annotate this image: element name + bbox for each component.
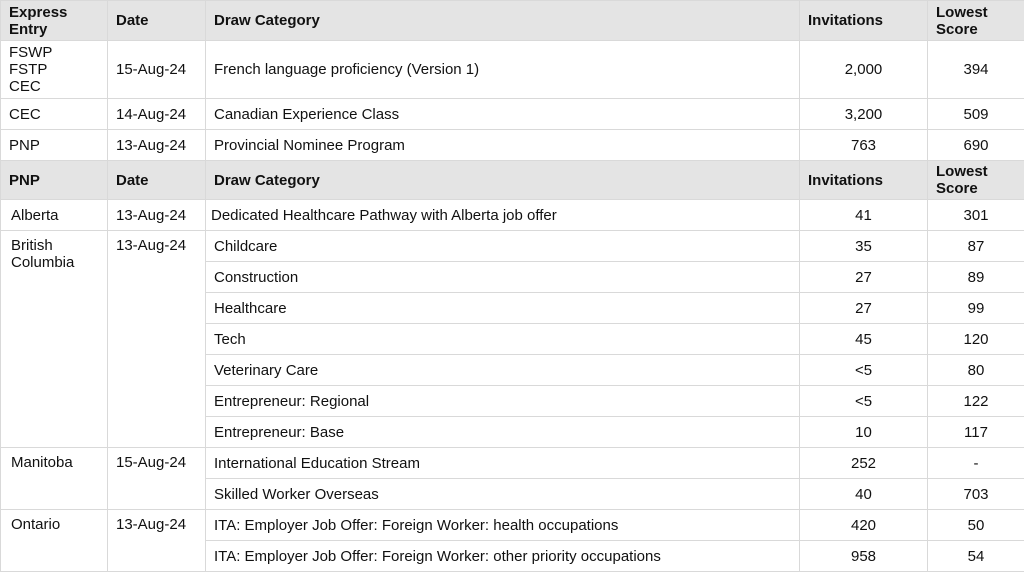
- header-date: Date: [108, 1, 206, 41]
- score-cell: 122: [928, 386, 1024, 417]
- invitations-cell: 35: [800, 231, 928, 262]
- invitations-cell: 27: [800, 262, 928, 293]
- date-cell: 14-Aug-24: [108, 99, 206, 130]
- province-cell: Alberta: [1, 200, 108, 231]
- program-cell: FSWP FSTP CEC: [1, 41, 108, 99]
- header-category: Draw Category: [206, 161, 800, 200]
- invitations-cell: 41: [800, 200, 928, 231]
- score-cell: 690: [928, 130, 1024, 161]
- category-cell: ITA: Employer Job Offer: Foreign Worker: health occupations: [206, 510, 800, 541]
- invitations-cell: 3,200: [800, 99, 928, 130]
- date-cell: 13-Aug-24: [108, 231, 206, 448]
- table-row: [1, 130, 1024, 161]
- category-cell: Entrepreneur: Base: [206, 417, 800, 448]
- header-program: Express Entry: [1, 1, 108, 41]
- province-cell: Manitoba: [1, 448, 108, 510]
- category-cell: Veterinary Care: [206, 355, 800, 386]
- invitations-cell: 27: [800, 293, 928, 324]
- table-row: [1, 510, 1024, 541]
- header-invitations: Invitations: [800, 1, 928, 41]
- invitations-cell: <5: [800, 355, 928, 386]
- invitations-cell: 420: [800, 510, 928, 541]
- table-row: [1, 231, 1024, 262]
- table-row: [1, 448, 1024, 479]
- score-cell: 394: [928, 41, 1024, 99]
- province-cell: British Columbia: [1, 231, 108, 448]
- score-cell: 99: [928, 293, 1024, 324]
- header-date: Date: [108, 161, 206, 200]
- header-category: Draw Category: [206, 1, 800, 41]
- program-cell: CEC: [1, 99, 108, 130]
- score-cell: 50: [928, 510, 1024, 541]
- table-row: [1, 99, 1024, 130]
- category-cell: Construction: [206, 262, 800, 293]
- pnp-header-row: [1, 161, 1024, 200]
- date-cell: 15-Aug-24: [108, 448, 206, 510]
- score-cell: 87: [928, 231, 1024, 262]
- category-cell: International Education Stream: [206, 448, 800, 479]
- category-cell: Canadian Experience Class: [206, 99, 800, 130]
- invitations-cell: <5: [800, 386, 928, 417]
- table-row: [1, 200, 1024, 231]
- score-cell: 89: [928, 262, 1024, 293]
- table-row: [1, 41, 1024, 99]
- score-cell: 54: [928, 541, 1024, 572]
- score-cell: 117: [928, 417, 1024, 448]
- invitations-cell: 763: [800, 130, 928, 161]
- category-cell: Tech: [206, 324, 800, 355]
- score-cell: 80: [928, 355, 1024, 386]
- header-program: PNP: [1, 161, 108, 200]
- category-cell: Entrepreneur: Regional: [206, 386, 800, 417]
- invitations-cell: 958: [800, 541, 928, 572]
- score-cell: 301: [928, 200, 1024, 231]
- date-cell: 13-Aug-24: [108, 130, 206, 161]
- score-cell: 703: [928, 479, 1024, 510]
- category-cell: ITA: Employer Job Offer: Foreign Worker: other priority occupations: [206, 541, 800, 572]
- score-cell: 120: [928, 324, 1024, 355]
- invitations-cell: 2,000: [800, 41, 928, 99]
- header-lowest-score: Lowest Score: [928, 161, 1024, 200]
- date-cell: 13-Aug-24: [108, 510, 206, 572]
- invitations-cell: 45: [800, 324, 928, 355]
- invitations-cell: 10: [800, 417, 928, 448]
- invitations-cell: 252: [800, 448, 928, 479]
- express-entry-header-row: [1, 1, 1024, 41]
- program-cell: PNP: [1, 130, 108, 161]
- category-cell: Skilled Worker Overseas: [206, 479, 800, 510]
- score-cell: 509: [928, 99, 1024, 130]
- category-cell: Childcare: [206, 231, 800, 262]
- category-cell: Provincial Nominee Program: [206, 130, 800, 161]
- invitations-cell: 40: [800, 479, 928, 510]
- category-cell: French language proficiency (Version 1): [206, 41, 800, 99]
- category-cell: Healthcare: [206, 293, 800, 324]
- date-cell: 15-Aug-24: [108, 41, 206, 99]
- date-cell: 13-Aug-24: [108, 200, 206, 231]
- score-cell: -: [928, 448, 1024, 479]
- category-cell: Dedicated Healthcare Pathway with Alberta job offer: [206, 200, 800, 231]
- header-lowest-score: Lowest Score: [928, 1, 1024, 41]
- province-cell: Ontario: [1, 510, 108, 572]
- header-invitations: Invitations: [800, 161, 928, 200]
